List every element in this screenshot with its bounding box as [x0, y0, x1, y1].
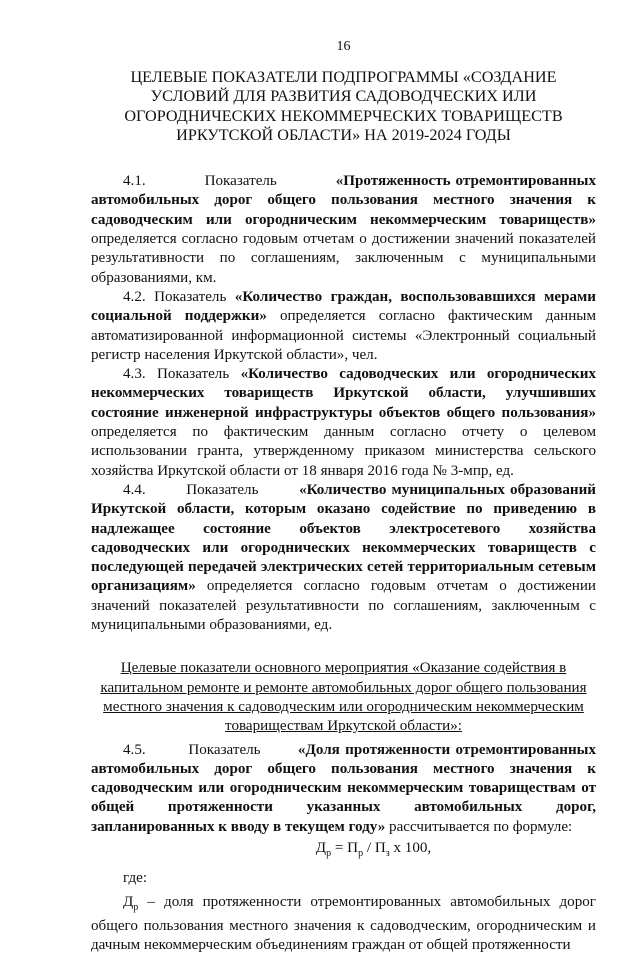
indicator-name: «Доля протяженности отремонтированных автомобильных дорог общего пользования местного значения к садоводческим или огородническим некоммерческим товариществам от общей протяженности указанных автомобильных дорог, запланированных к вводу в текущем году» [91, 741, 596, 835]
item-number: 4.5. [123, 741, 146, 758]
definition-text: – доля протяженности отремонтированных автомобильных дорог общего пользования местного значения к садоводческим, огородническим и дачным некоммерческим объединениям граждан от общей протяженности [91, 893, 596, 954]
formula [91, 839, 596, 863]
indicator-paragraph-4-4 [91, 481, 596, 635]
item-prefix: Показатель [156, 366, 230, 383]
formula-result-symbol: Д [315, 839, 327, 856]
formula-denominator-subscript: з [385, 848, 390, 859]
formula-result-subscript: р [326, 848, 332, 859]
formula-numerator-symbol: П [347, 839, 359, 856]
definition-subscript: р [133, 901, 139, 913]
item-prefix: Показатель [186, 481, 259, 498]
section-subheading: Целевые показатели основного мероприятия «Оказание содействия в капитальном ремонте и ремонте автомобильных дорог общего пользования местного значения к садоводческим или огородническим некоммерческим товариществам Иркутской области»: [100, 660, 587, 735]
indicator-name: «Количество граждан, воспользовавшихся мерами социальной поддержки» [91, 288, 596, 325]
indicator-description: определяется согласно годовым отчетам о достижении значений показателей результативности по соглашениям, заключенным с муниципальными образованиями, ед. [91, 578, 596, 634]
definition-symbol: Д [123, 893, 134, 910]
indicator-paragraph-4-1 [91, 172, 596, 288]
where-label: где: [123, 870, 148, 887]
indicator-description: определяется по фактическим данным согласно отчету о целевом использовании гранта, утвержденному приказом министерства сельского хозяйства Иркутской области от 18 января 2016 года № 3-мпр, ед. [91, 424, 596, 479]
item-number: 4.2. [123, 288, 146, 305]
indicator-description: определяется согласно годовым отчетам о достижении значений показателей результативности по соглашениям, заключенным с муниципальными образованиями, км. [91, 231, 596, 286]
item-number: 4.1. [123, 173, 146, 190]
indicator-paragraph-4-3 [91, 365, 596, 481]
page-number: 16 [336, 39, 351, 54]
indicator-paragraph-4-2 [91, 288, 596, 365]
indicator-paragraph-4-5 [91, 741, 596, 837]
formula-numerator-subscript: р [358, 848, 364, 859]
section-spacer [91, 635, 596, 659]
indicator-description: определяется согласно фактическим данным автоматизированной информационной системы «Электронный социальный регистр населения Иркутской области», чел. [91, 308, 596, 363]
indicator-name: «Протяженность отремонтированных автомобильных дорог общего пользования местного значения к садоводческим или огородническим некоммерческим товариществ» [91, 173, 597, 228]
indicator-name: «Количество муниципальных образований Иркутской области, которым оказано содействие по приведению в надлежащее состояние объектов электросетевого хозяйства садоводческих или огороднических некоммерческих товариществ с последующей передачей электрических сетей территориальным сетевым организациям» [91, 481, 597, 595]
indicator-name: «Количество садоводческих или огороднических некоммерческих товариществ Иркутской области, улучшивших состояние инженерной инфраструктуры объектов общего пользования» [91, 366, 596, 421]
formula-divide: / [363, 839, 375, 856]
item-prefix: Показатель [188, 741, 261, 758]
page-title: ЦЕЛЕВЫЕ ПОКАЗАТЕЛИ ПОДПРОГРАММЫ «СОЗДАНИЕ УСЛОВИЙ ДЛЯ РАЗВИТИЯ САДОВОДЧЕСКИХ ИЛИ ОГОРОДНИЧЕСКИХ НЕКОММЕРЧЕСКИХ ТОВАРИЩЕСТВ ИРКУТСКОЙ ОБЛАСТИ» НА 2019-2024 ГОДЫ [124, 68, 563, 144]
item-number: 4.3. [123, 366, 146, 383]
formula-multiplier: x 100, [389, 839, 432, 856]
indicator-description: рассчитывается по формуле: [385, 818, 573, 835]
formula-denominator-symbol: П [374, 839, 386, 856]
item-prefix: Показатель [204, 173, 277, 190]
item-prefix: Показатель [154, 288, 227, 305]
definition-paragraph [91, 893, 596, 956]
formula-equals: = [331, 839, 348, 856]
item-number: 4.4. [123, 481, 146, 498]
